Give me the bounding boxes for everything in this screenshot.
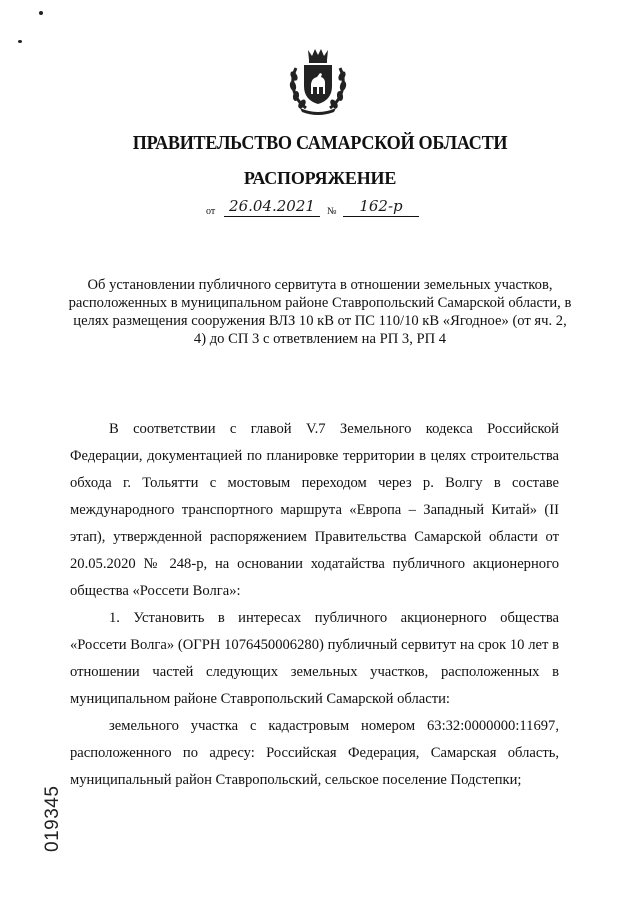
handwritten-number: 162-р	[343, 196, 419, 217]
scan-speck	[18, 40, 22, 43]
number-label: №	[327, 206, 337, 217]
document-subject: Об установлении публичного сервитута в отношении земельных участков, расположенных в муниципальном районе Ставропольский Самарской области, в целях размещения сооружения ВЛЗ 10 кВ от ПС 110/10 кВ «Ягодное» (от яч. 2, 4) до СП 3 с ответвлением на РП 3, РП 4	[68, 277, 572, 347]
body-paragraph: В соответствии с главой V.7 Земельного кодекса Российской Федерации, документацией по планировке территории в целях строительства обхода г. Тольятти с мостовым переходом через р. Волгу в составе международного транспортного маршрута «Европа – Западный Китай» (II этап), утвержденной распоряжением Правительства Самарской области от 20.05.2020 № 248-р, на основании ходатайства публичного акционерного общества «Россети Волга»:	[70, 421, 559, 599]
date-label: от	[206, 206, 216, 217]
handwritten-date: 26.04.2021	[224, 196, 320, 217]
document-type: РАСПОРЯЖЕНИЕ	[243, 168, 397, 188]
body-paragraph: 1. Установить в интересах публичного акционерного общества «Россети Волга» (ОГРН 1076450006280) публичный сервитут на срок 10 лет в отношении частей следующих земельных участков, расположенных в муниципальном районе Ставропольский Самарской области:	[70, 610, 559, 707]
government-title: ПРАВИТЕЛЬСТВО САМАРСКОЙ ОБЛАСТИ	[132, 133, 508, 154]
date-number-line	[206, 196, 436, 220]
margin-stamp-number: 019345	[42, 785, 63, 852]
document-body	[70, 416, 559, 794]
scan-speck	[39, 11, 43, 15]
body-paragraph: земельного участка с кадастровым номером 63:32:0000000:11697, расположенного по адресу: Российская Федерация, Самарская область, муниципальный район Ставропольский, сельское поселение Подстепки;	[70, 718, 559, 788]
coat-of-arms-samara-icon	[286, 46, 350, 116]
